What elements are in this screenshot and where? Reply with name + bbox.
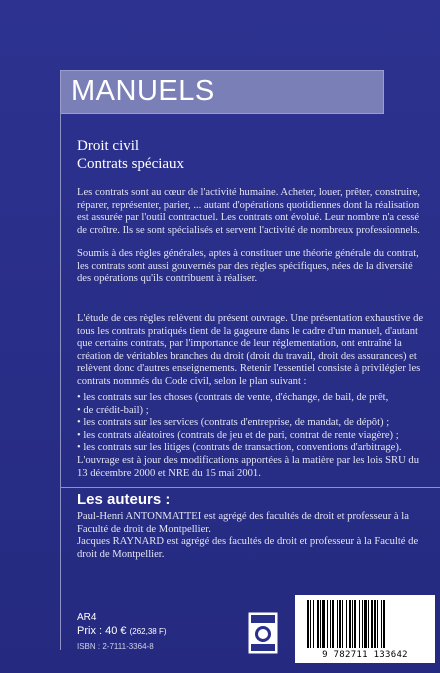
price-francs: (262,38 F) <box>129 627 167 636</box>
vertical-rule <box>60 112 61 650</box>
barcode-bars-icon <box>295 598 435 653</box>
plan-list <box>77 392 437 455</box>
book-title-line-1: Droit civil <box>77 138 140 154</box>
price-label: Prix : 40 € <box>77 625 127 637</box>
price <box>77 625 167 637</box>
section-divider <box>60 487 440 488</box>
plan-item: • les contrats sur les litiges (contrats de transaction, conventions d'arbitrage). <box>77 442 437 455</box>
rules-paragraph: Soumis à des règles générales, aptes à constituer une théorie générale du contrat, les contrats sont aussi gouvernés par des règles spécifiques, nées de la diversité des opérations qu'ils contribuent à réaliser. <box>77 248 419 285</box>
isbn: ISBN : 2-7111-3364-8 <box>77 642 154 651</box>
series-banner <box>60 70 384 114</box>
series-title: MANUELS <box>71 75 215 107</box>
plan-item-continuation: • de crédit-bail) ; <box>77 405 437 418</box>
authors-heading: Les auteurs : <box>77 491 171 508</box>
plan-item: • les contrats sur les services (contrats d'entreprise, de mandat, de dépôt) ; <box>77 417 437 430</box>
author-2-bio: Jacques RAYNARD est agrégé des facultés de droit et professeur à la Faculté de droit de Montpellier. <box>77 536 419 560</box>
plan-item: • les contrats aléatoires (contrats de jeu et de pari, contrat de rente viagère) ; <box>77 430 437 443</box>
plan-item: • les contrats sur les choses (contrats de vente, d'échange, de bail, de prêt, <box>77 392 437 405</box>
catalog-code: AR4 <box>77 612 97 623</box>
book-title-line-2: Contrats spéciaux <box>77 156 185 172</box>
intro-paragraph: Les contrats sont au cœur de l'activité humaine. Acheter, louer, prêter, construire, réparer, représenter, parier, ... autant d'opérations quotidiennes dont la réalisation est assurée par l'outil contractuel. Les contrats ont évolué. Leur nombre n'a cessé de croître. Ils se sont spécialisés et servent l'activité de nombreux professionnels. <box>77 187 421 236</box>
study-paragraph: L'étude de ces règles relèvent du présent ouvrage. Une présentation exhaustive de tous les contrats pratiqués tient de la gageure dans le cadre d'un manuel, d'autant que certains contrats, par l'importance de leur réglementation, ont entraîné la création de véritables branches du droit (droit du travail, droit des assurances) et relèvent donc d'autres enseignements. Retenir l'essentiel consiste à privilégier les contrats nommés du Code civil, selon le plan suivant : <box>77 313 424 387</box>
update-paragraph: L'ouvrage est à jour des modifications apportées à la matière par les lois SRU du 13 décembre 2000 et NRE du 15 mai 2001. <box>77 455 419 479</box>
barcode-number: 9 782711 133642 <box>322 650 408 660</box>
author-1-bio: Paul-Henri ANTONMATTEI est agrégé des facultés de droit et professeur à la Faculté de droit de Montpellier. <box>77 511 409 535</box>
photocopillage-logo-icon <box>248 612 278 654</box>
